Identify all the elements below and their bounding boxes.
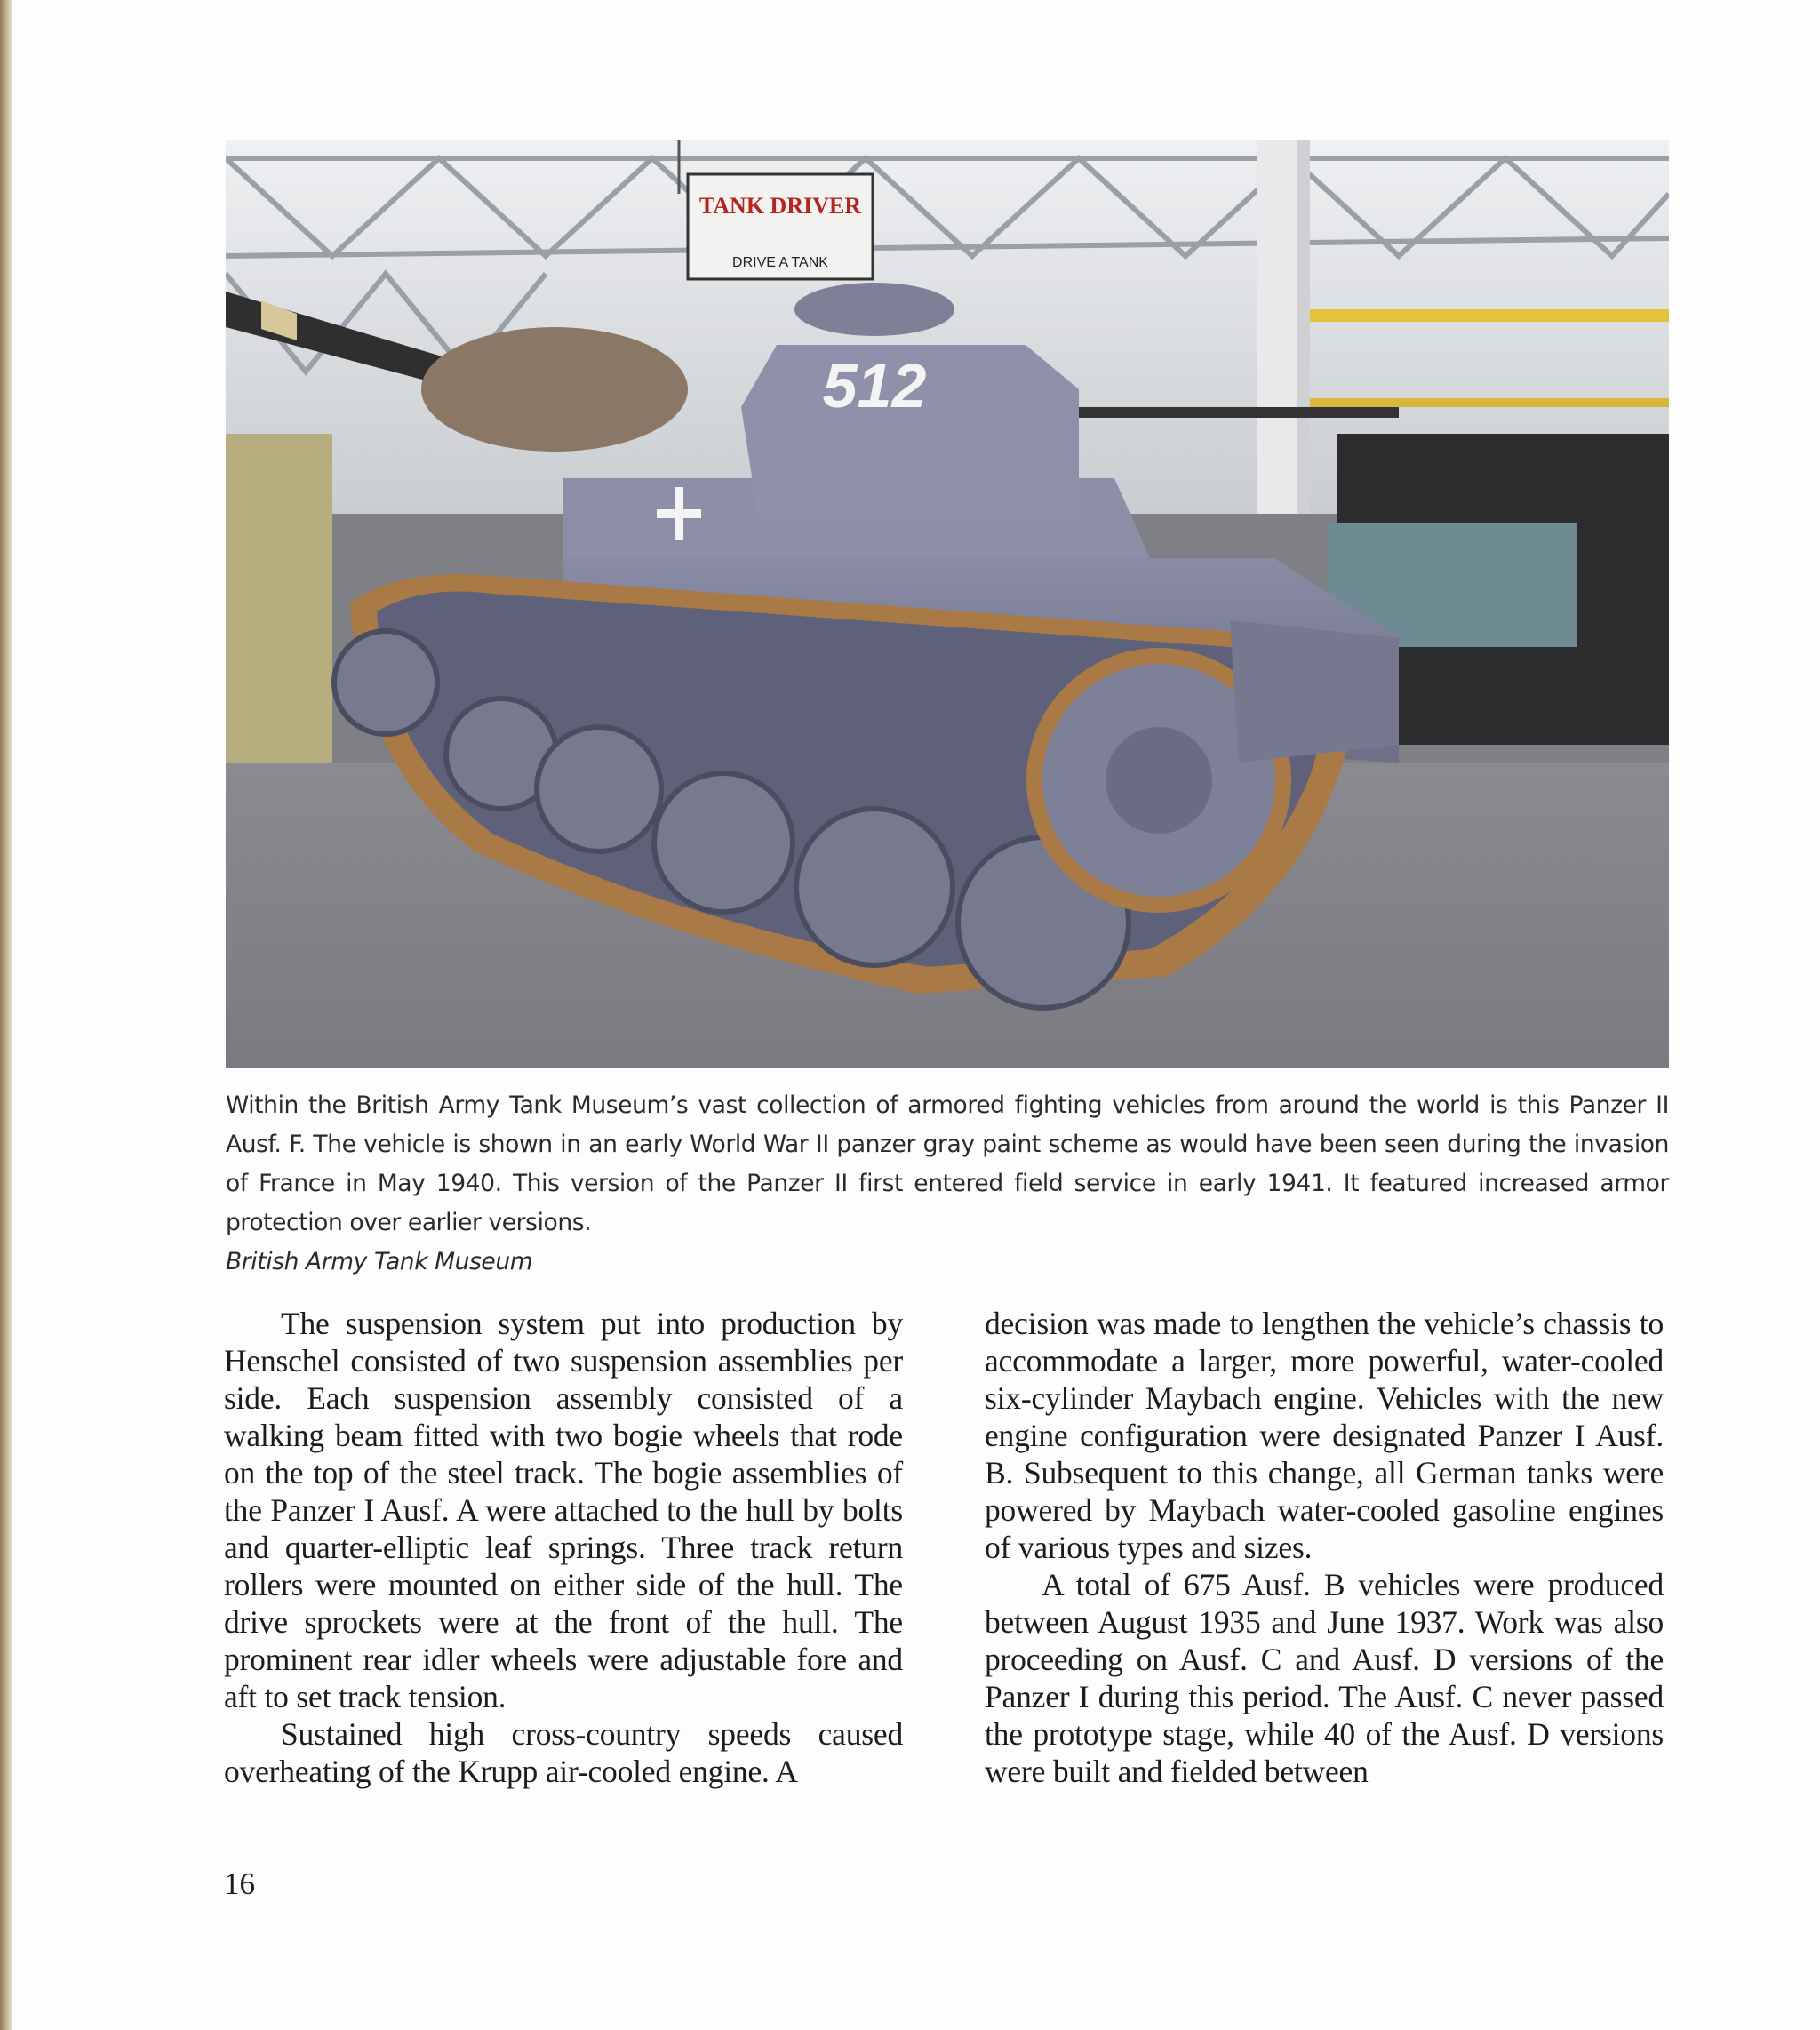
body-paragraph: The suspension system put into production by Henschel consisted of two suspension assemblies per side. Each suspension assembly consisted of a walking beam fitted with two bogie wheels that rode on the top of the steel track. The bogie assemblies of the Panzer I Ausf. A were attached to the hull by bolts and quarter-elliptic leaf springs. Three track return rollers were mounted on either side of the hull. The drive sprockets were at the front of the hull. The prominent rear idler wheels were adjustable fore and aft to set track tension. (224, 1306, 903, 1714)
body-column-left (224, 1305, 903, 1790)
caption-text: Within the British Army Tank Museum’s vast collection of armored fighting vehicles from around the world is this Panzer II Ausf. F. The vehicle is shown in an early World War II panzer gray paint scheme as would have been seen during the invasion of France in May 1940. This version of the Panzer II first entered field service in early 1941. It featured increased armor protection over earlier versions. (226, 1091, 1669, 1236)
page-number: 16 (224, 1866, 255, 1901)
body-paragraph: decision was made to lengthen the vehicle’s chassis to accommodate a larger, more powerful, water-cooled six-cylinder Maybach engine. Vehicles with the new engine configuration were designated Panzer I Ausf. B. Subsequent to this change, all German tanks were powered by Maybach water-cooled gasoline engines of various types and sizes. (985, 1306, 1664, 1565)
photo-credit: British Army Tank Museum (226, 1248, 533, 1275)
photo-caption (226, 1086, 1669, 1282)
body-column-right (985, 1305, 1664, 1790)
sign-title: TANK DRIVER (698, 193, 862, 219)
tank-photograph (226, 140, 1669, 1068)
page-binding-edge (0, 0, 12, 2030)
sign-subtitle: DRIVE A TANK (732, 255, 828, 270)
turret-number: 512 (822, 351, 927, 420)
body-paragraph: A total of 675 Ausf. B vehicles were produced between August 1935 and June 1937. Work was also proceeding on Ausf. C and Ausf. D versions of the Panzer I during this period. The Ausf. C never passed the prototype stage, while 40 of the Ausf. D versions were built and fielded between (985, 1567, 1664, 1789)
body-paragraph: Sustained high cross-country speeds caused overheating of the Krupp air-cooled engine. A (224, 1716, 903, 1789)
panzer-ii-illustration (226, 140, 1669, 1068)
